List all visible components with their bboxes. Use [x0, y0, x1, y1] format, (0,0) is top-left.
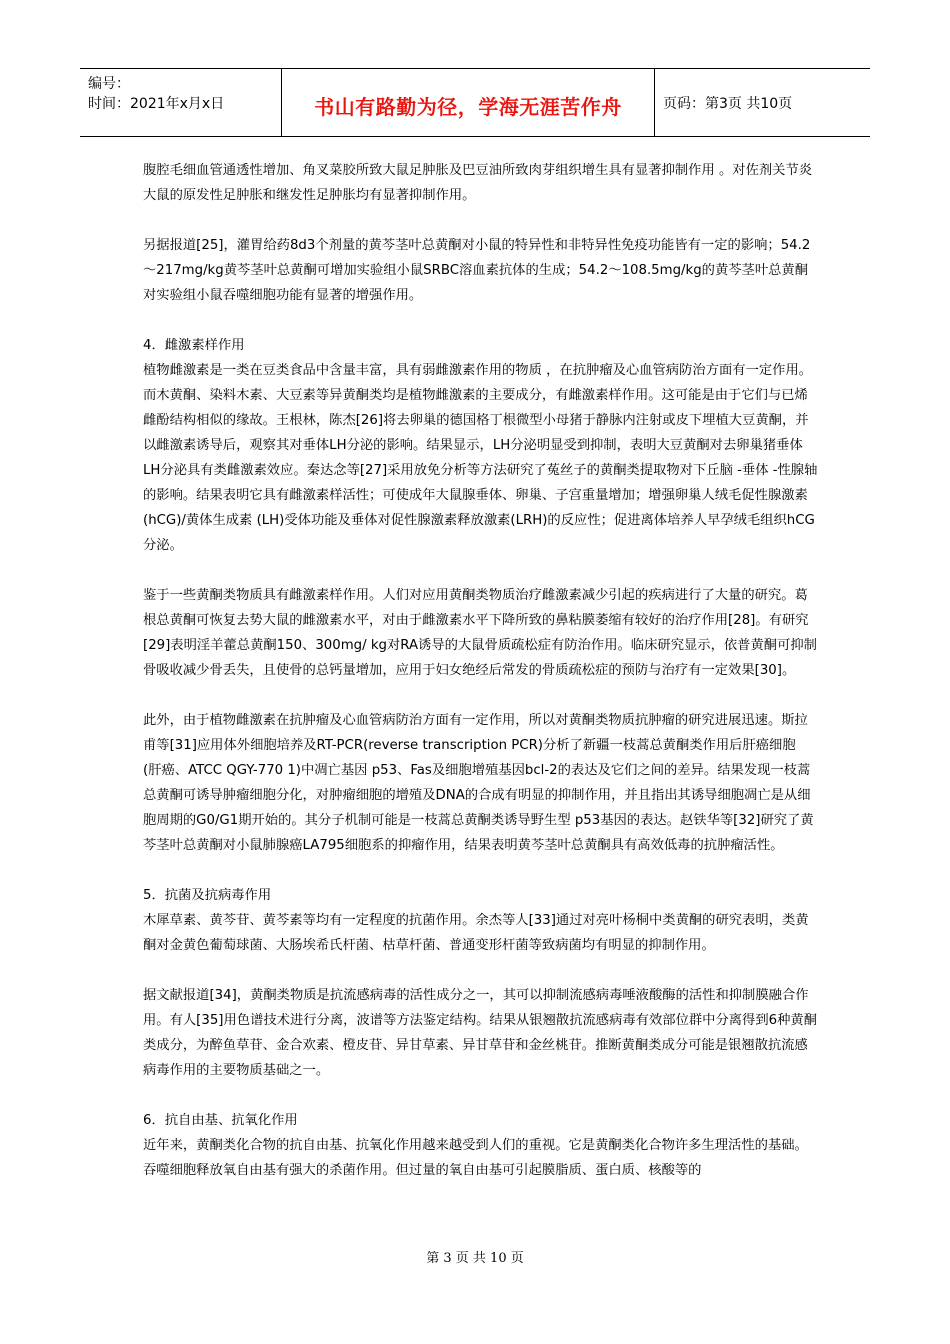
paragraph: 近年来，黄酮类化合物的抗自由基、抗氧化作用越来越受到人们的重视。它是黄酮类化合物许多生理活性的基础。吞噬细胞释放氧自由基有强大的杀菌作用。但过量的氧自由基可引起膜脂质、蛋白质、核酸等的 — [143, 1138, 808, 1178]
header-left — [88, 74, 276, 114]
paragraph: 另据报道[25]，灌胃给药8d3个剂量的黄芩茎叶总黄酮对小鼠的特异性和非特异性免疫功能皆有一定的影响；54.2～217mg/kg黄芩茎叶总黄酮可增加实验组小鼠SRBC溶血素抗体的生成；54.2～108.5mg/kg的黄芩茎叶总黄酮对实验组小鼠吞噬细胞功能有显著的增强作用。 — [143, 238, 811, 303]
header-middle — [281, 69, 655, 136]
motto: 书山有路勤为径，学海无涯苦作舟 — [314, 95, 622, 119]
code-label: 编号： — [88, 76, 130, 92]
document-body — [143, 158, 818, 1183]
paragraph: 据文献报道[34]，黄酮类物质是抗流感病毒的活性成分之一，其可以抑制流感病毒唾液酸酶的活性和抑制膜融合作用。有人[35]用色谱技术进行分离，波谱等方法鉴定结构。结果从银翘散抗流感病毒有效部位群中分离得到6种黄酮类成分，为醉鱼草苷、金合欢素、橙皮苷、异甘草素、异甘草苷和金丝桃苷。推断黄酮类成分可能是银翘散抗流感病毒作用的主要物质基础之一。 — [143, 988, 818, 1078]
paragraph: 腹腔毛细血管通透性增加、角叉菜胶所致大鼠足肿胀及巴豆油所致肉芽组织增生具有显著抑制作用 。对佐剂关节炎大鼠的原发性足肿胀和继发性足肿胀均有显著抑制作用。 — [143, 163, 813, 203]
paragraph: 此外，由于植物雌激素在抗肿瘤及心血管病防治方面有一定作用，所以对黄酮类物质抗肿瘤的研究进展迅速。斯拉甫等[31]应用体外细胞培养及RT-PCR(reverse transcription PCR)分析了新疆一枝蒿总黄酮类作用后肝癌细胞 (肝癌、ATCC QGY-770 1)中凋亡基因 p53、Fas及细胞增殖基因bcl-2的表达及它们之间的差异。结果发现一枝蒿总黄酮可诱导肿瘤细胞分化，对肿瘤细胞的增殖及DNA的合成有明显的抑制作用，并且指出其诱导细胞凋亡是从细胞周期的G0/G1期开始的。其分子机制可能是一枝蒿总黄酮类诱导野生型 p53基因的表达。赵铁华等[32]研究了黄芩茎叶总黄酮对小鼠肺腺癌LA795细胞系的抑瘤作用，结果表明黄芩茎叶总黄酮具有高效低毒的抗肿瘤活性。 — [143, 713, 814, 853]
page-header — [80, 68, 870, 137]
paragraph: 木犀草素、黄芩苷、黄芩素等均有一定程度的抗菌作用。余杰等人[33]通过对亮叶杨桐中类黄酮的研究表明，类黄酮对金黄色葡萄球菌、大肠埃希氏杆菌、枯草杆菌、普通变形杆菌等致病菌均有明显的抑制作用。 — [143, 913, 809, 953]
section-heading: 5．抗菌及抗病毒作用 — [143, 888, 272, 903]
page-footer: 第 3 页 共 10 页 — [426, 1251, 524, 1266]
paragraph: 植物雌激素是一类在豆类食品中含量丰富，具有弱雌激素作用的物质 ，在抗肿瘤及心血管病防治方面有一定作用。而木黄酮、染料木素、大豆素等异黄酮类均是植物雌激素的主要成分，有雌激素样作用。这可能是由于它们与已烯雌酚结构相似的缘故。王根林，陈杰[26]将去卵巢的德国格丁根微型小母猪于静脉内注射或皮下埋植大豆黄酮，并以雌激素诱导后，观察其对垂体LH分泌的影响。结果显示，LH分泌明显受到抑制，表明大豆黄酮对去卵巢猪垂体LH分泌具有类雌激素效应。秦达念等[27]采用放免分析等方法研究了菟丝子的黄酮类提取物对下丘脑 -垂体 -性腺轴的影响。结果表明它具有雌激素样活性；可使成年大鼠腺垂体、卵巢、子宫重量增加；增强卵巢人绒毛促性腺激素(hCG)/黄体生成素 (LH)受体功能及垂体对促性腺激素释放激素(LRH)的反应性；促进离体培养人早孕绒毛组织hCG分泌。 — [143, 363, 818, 553]
paragraph: 鉴于一些黄酮类物质具有雌激素样作用。人们对应用黄酮类物质治疗雌激素减少引起的疾病进行了大量的研究。葛根总黄酮可恢复去势大鼠的雌激素水平，对由于雌激素水平下降所致的鼻粘膜萎缩有较好的治疗作用[28]。有研究[29]表明淫羊藿总黄酮150、300mg/ kg对RA诱导的大鼠骨质疏松症有防治作用。临床研究显示，依普黄酮可抑制骨吸收减少骨丢失，且使骨的总钙量增加，应用于妇女绝经后常发的骨质疏松症的预防与治疗有一定效果[30]。 — [143, 588, 817, 678]
time-label: 时间：2021年x月x日 — [88, 96, 225, 112]
section-heading: 6．抗自由基、抗氧化作用 — [143, 1113, 298, 1128]
page-label: 页码：第3页 共10页 — [663, 96, 793, 112]
section-heading: 4．雌激素样作用 — [143, 338, 245, 353]
